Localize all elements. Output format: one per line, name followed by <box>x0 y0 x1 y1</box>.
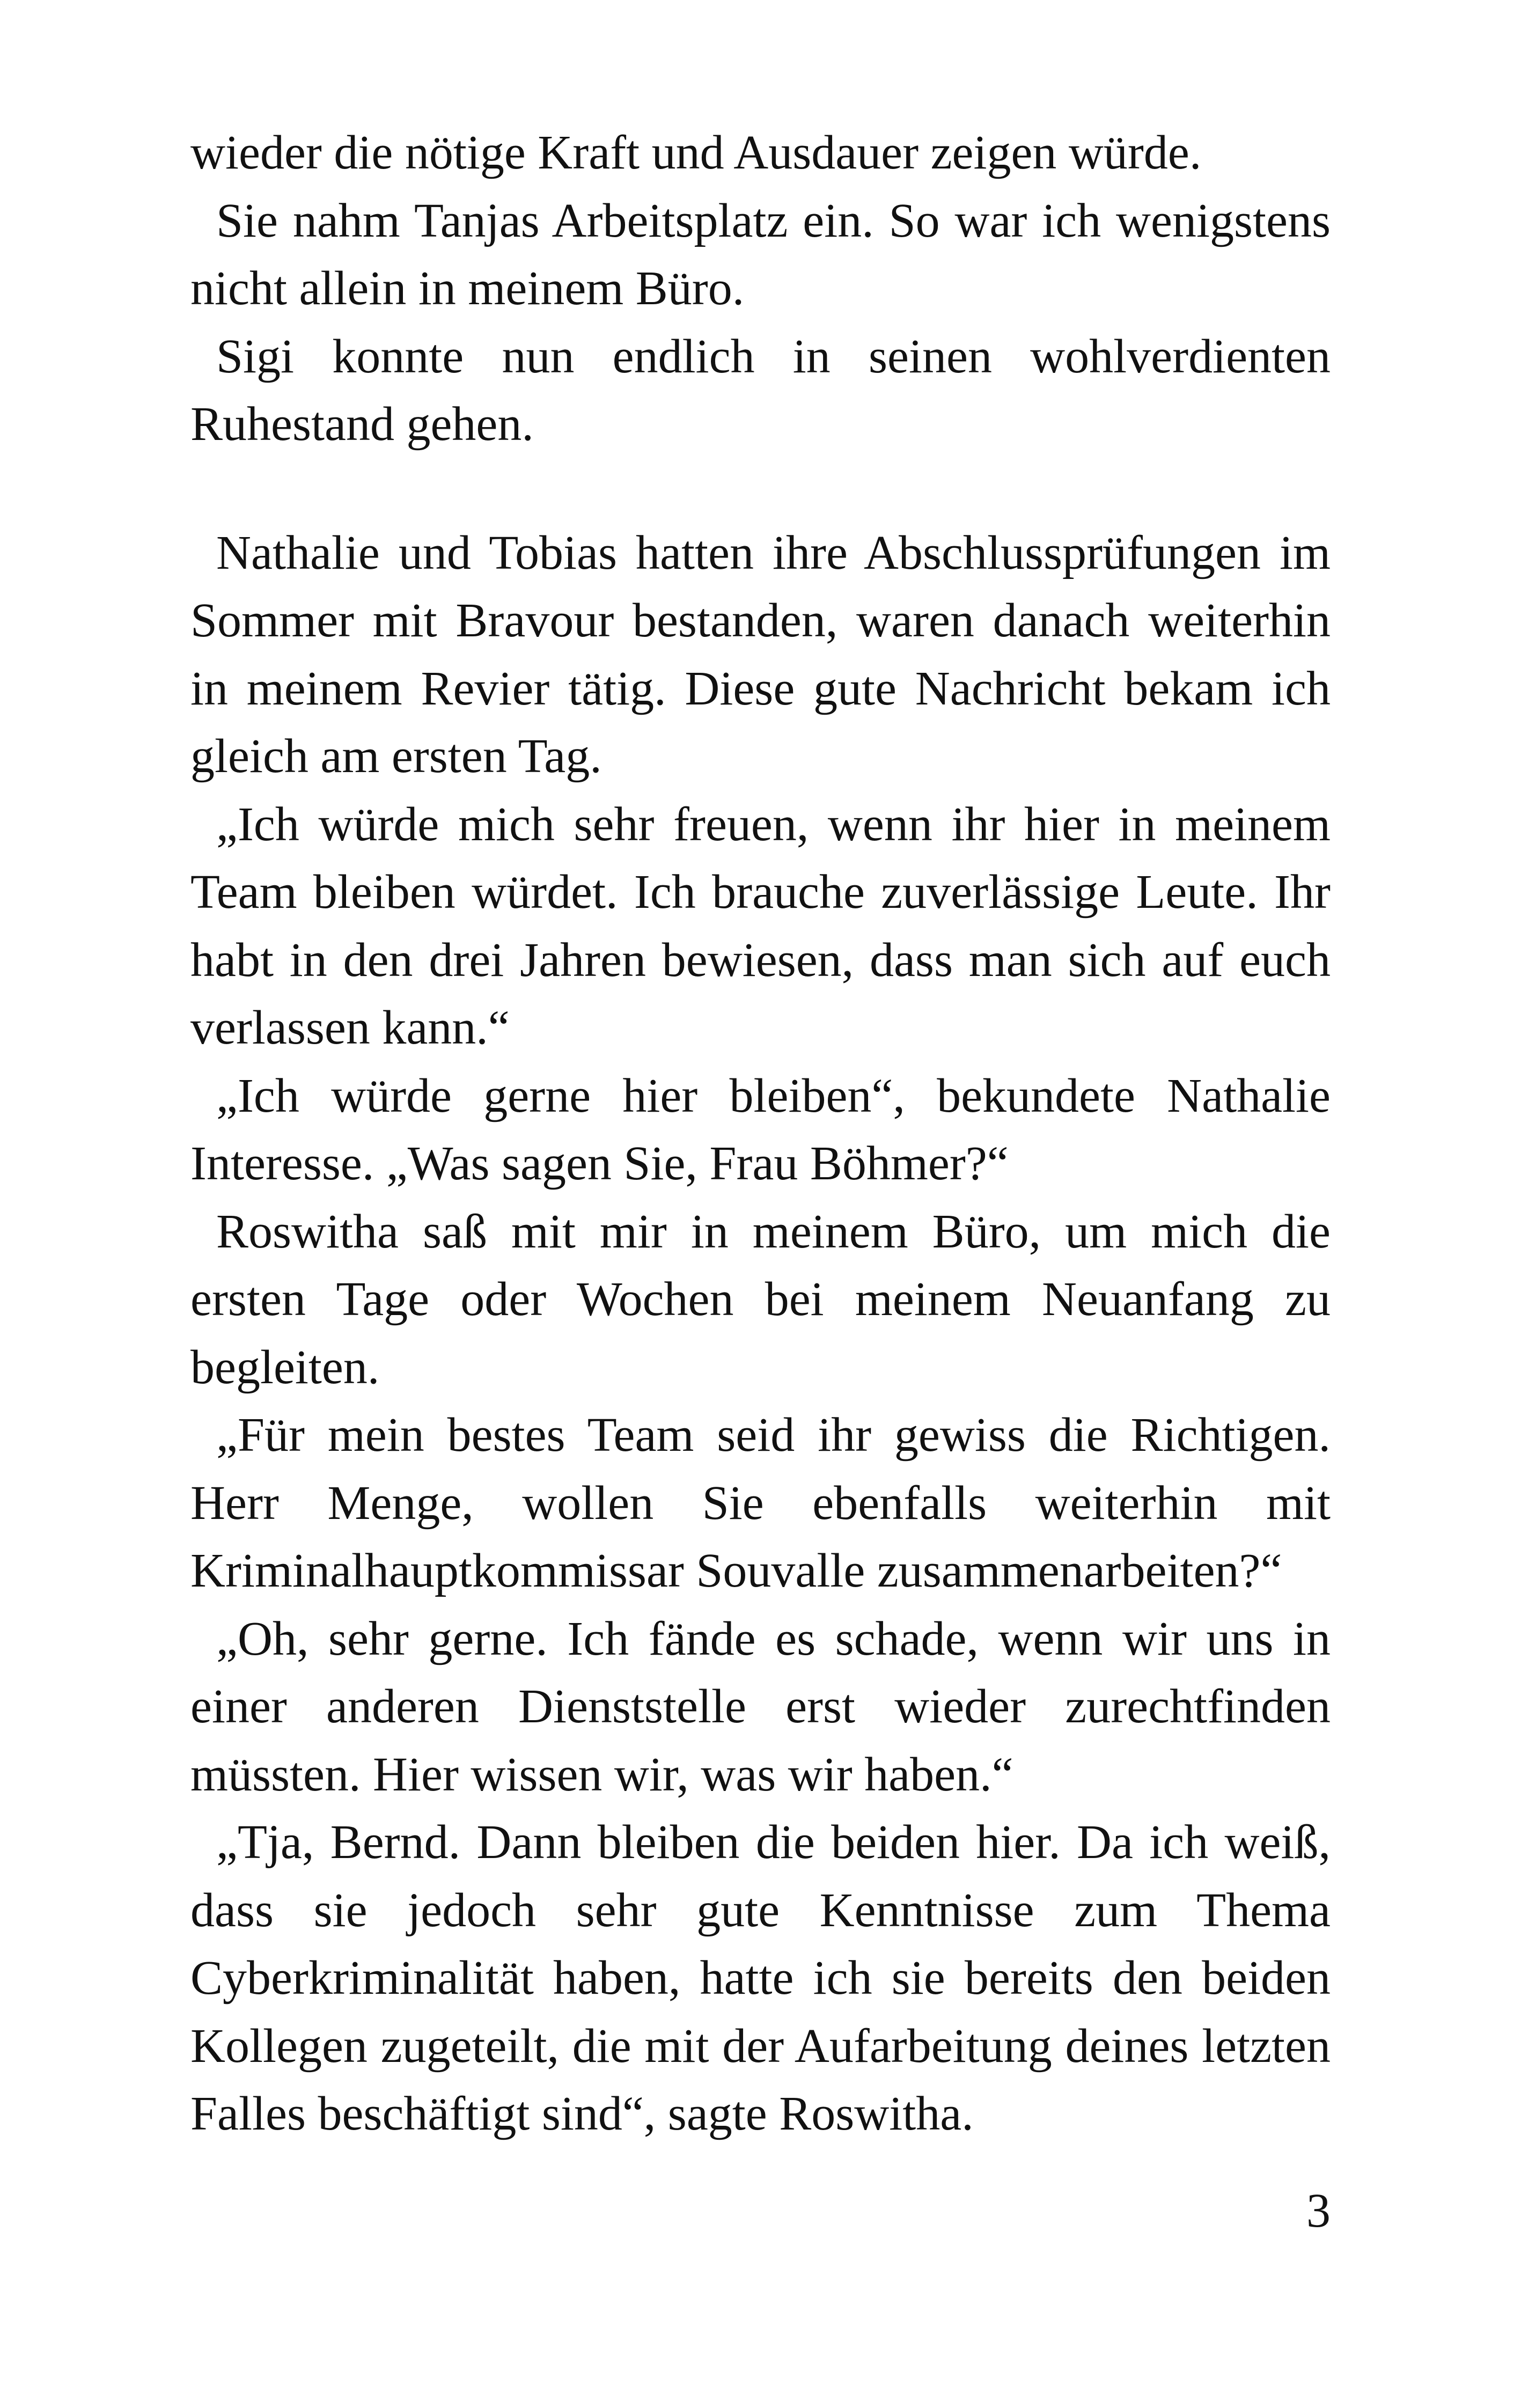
paragraph: Nathalie und Tobias hatten ihre Abschlussprüfungen im Sommer mit Bravour bestanden, waren danach weiterhin in meinem Revier tätig. Diese gute Nachricht bekam ich gleich am ersten Tag. <box>190 526 1331 783</box>
paragraph: Sigi konnte nun endlich in seinen wohlverdienten Ruhestand gehen. <box>190 329 1331 451</box>
paragraph-continuation: wieder die nötige Kraft und Ausdauer zeigen würde. <box>190 126 1202 179</box>
paragraph: „Oh, sehr gerne. Ich fände es schade, wenn wir uns in einer anderen Dienststelle erst wieder zurechtfinden müssten. Hier wissen wir, was wir haben.“ <box>190 1612 1331 1801</box>
page-text-block <box>190 119 1331 2148</box>
paragraph: „Für mein bestes Team seid ihr gewiss die Richtigen. Herr Menge, wollen Sie ebenfalls weiterhin mit Kriminalhauptkommissar Souvalle zusammenarbeiten?“ <box>190 1408 1331 1597</box>
paragraph: Roswitha saß mit mir in meinem Büro, um mich die ersten Tage oder Wochen bei meinem Neuanfang zu begleiten. <box>190 1205 1331 1394</box>
paragraph: „Tja, Bernd. Dann bleiben die beiden hier. Da ich weiß, dass sie jedoch sehr gute Kenntnisse zum Thema Cyberkriminalität haben, hatte ich sie bereits den beiden Kollegen zugeteilt, die mit der Aufarbeitung deines letzten Falles beschäftigt sind“, sagte Roswitha. <box>190 1816 1331 2140</box>
section-break <box>190 459 1331 519</box>
page-number: 3 <box>1306 2184 1331 2237</box>
paragraph: „Ich würde mich sehr freuen, wenn ihr hier in meinem Team bleiben würdet. Ich brauche zuverlässige Leute. Ihr habt in den drei Jahren bewiesen, dass man sich auf euch verlassen kann.“ <box>190 797 1331 1054</box>
paragraph: „Ich würde gerne hier bleiben“, bekundete Nathalie Interesse. „Was sagen Sie, Frau Böhmer?“ <box>190 1069 1331 1190</box>
paragraph: Sie nahm Tanjas Arbeitsplatz ein. So war ich wenigstens nicht allein in meinem Büro. <box>190 194 1331 315</box>
